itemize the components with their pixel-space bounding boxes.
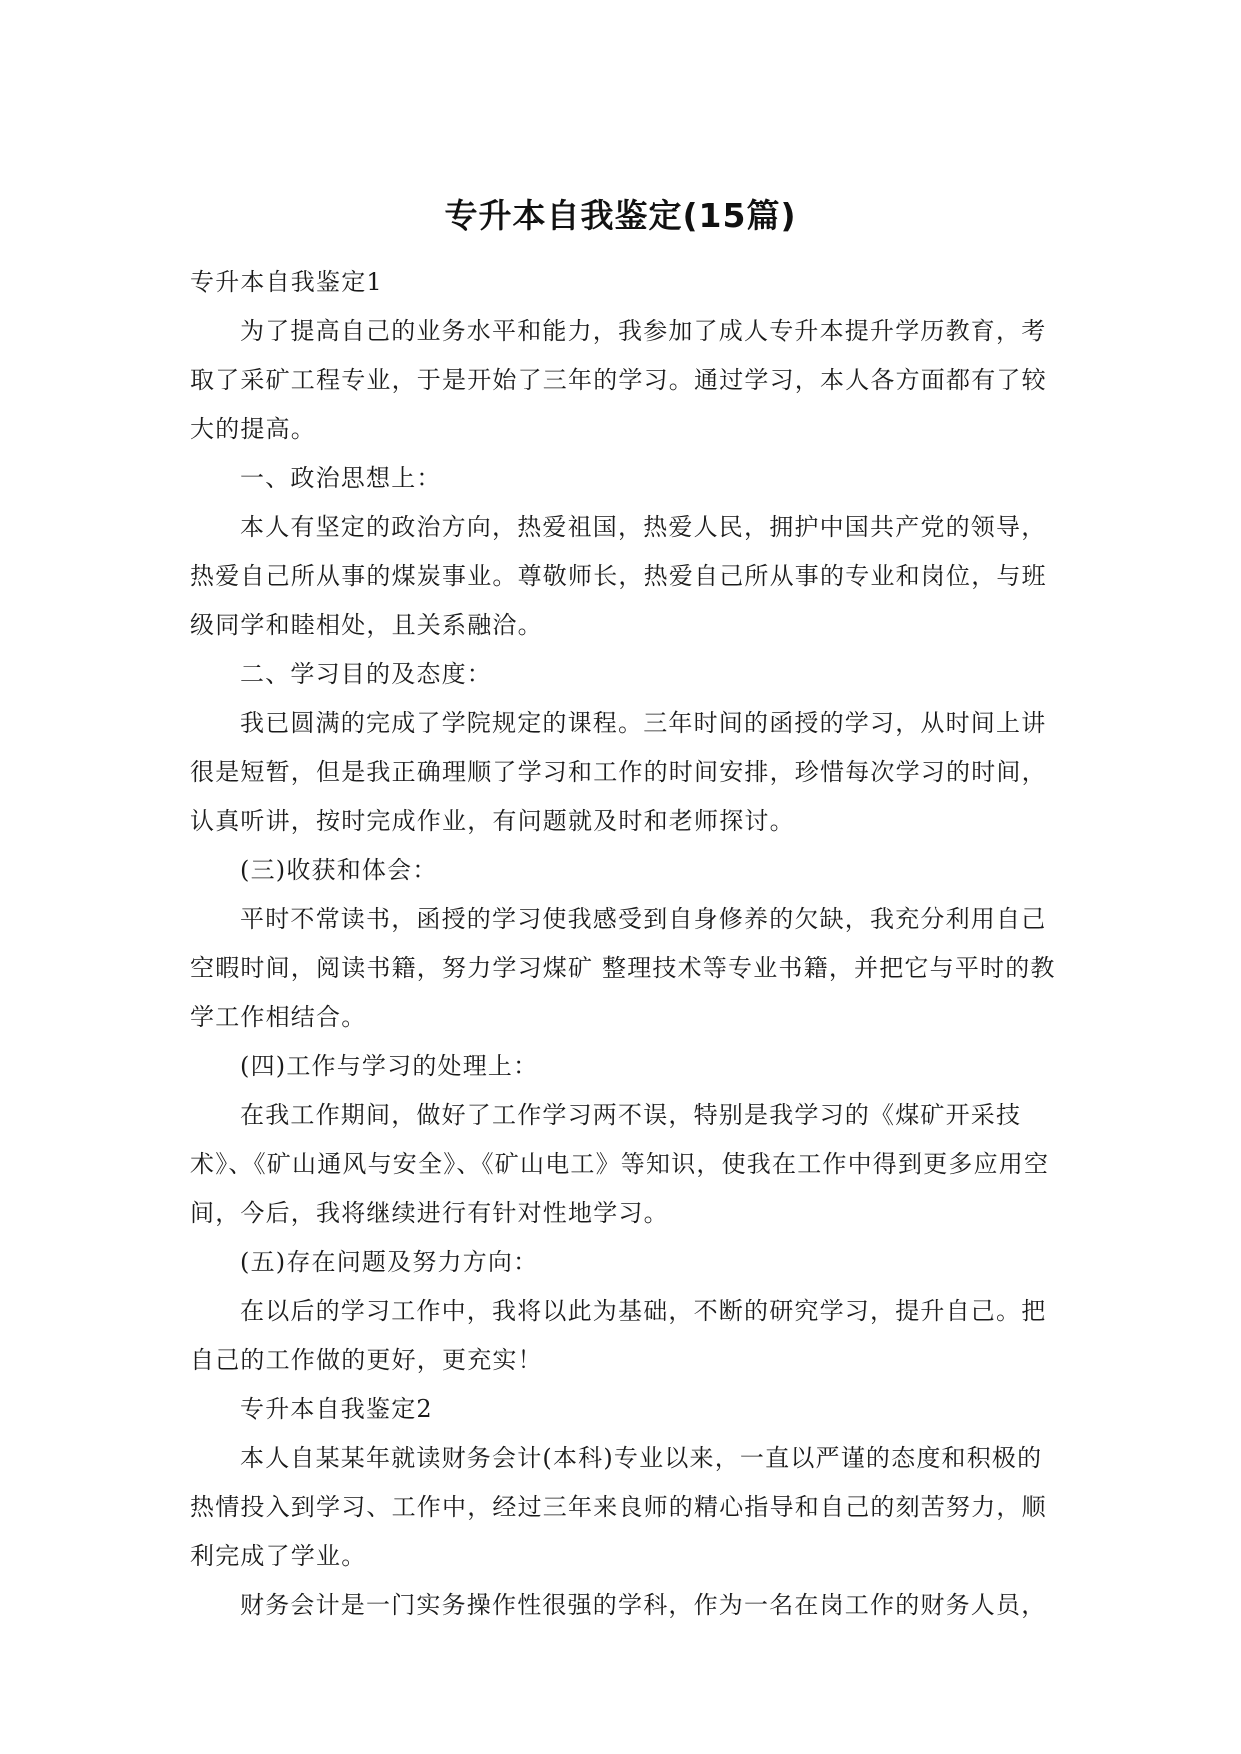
paragraph-line: 一、政治思想上： bbox=[240, 464, 442, 492]
paragraph-line: (三)收获和体会： bbox=[240, 856, 438, 884]
paragraph-line: 术》、《矿山通风与安全》、《矿山电工》等知识，使我在工作中得到更多应用空 bbox=[190, 1150, 1050, 1178]
paragraph-line: 本人有坚定的政治方向，热爱祖国，热爱人民，拥护中国共产党的领导， bbox=[240, 513, 1047, 541]
paragraph-line: 为了提高自己的业务水平和能力，我参加了成人专升本提升学历教育，考 bbox=[240, 317, 1047, 345]
paragraph-line: 认真听讲，按时完成作业，有问题就及时和老师探讨。 bbox=[190, 807, 795, 835]
paragraph-line: 财务会计是一门实务操作性很强的学科，作为一名在岗工作的财务人员， bbox=[240, 1591, 1047, 1619]
paragraph-line: 大的提高。 bbox=[190, 415, 316, 443]
paragraph-line: 很是短暂，但是我正确理顺了学习和工作的时间安排，珍惜每次学习的时间， bbox=[190, 758, 1047, 786]
paragraph-line: 间，今后，我将继续进行有针对性地学习。 bbox=[190, 1199, 669, 1227]
paragraph-line: 平时不常读书，函授的学习使我感受到自身修养的欠缺，我充分利用自己 bbox=[240, 905, 1047, 933]
paragraph-line: 热情投入到学习、工作中，经过三年来良师的精心指导和自己的刻苦努力，顺 bbox=[190, 1493, 1047, 1521]
paragraph-line: 级同学和睦相处，且关系融洽。 bbox=[190, 611, 543, 639]
paragraph-line: 本人自某某年就读财务会计(本科)专业以来，一直以严谨的态度和积极的 bbox=[240, 1444, 1043, 1472]
paragraph-line: 空暇时间，阅读书籍，努力学习煤矿 整理技术等专业书籍，并把它与平时的教 bbox=[190, 954, 1056, 982]
paragraph-line: (五)存在问题及努力方向： bbox=[240, 1248, 539, 1276]
paragraph-line: 热爱自己所从事的煤炭事业。尊敬师长，热爱自己所从事的专业和岗位，与班 bbox=[190, 562, 1047, 590]
paragraph-line: 在以后的学习工作中，我将以此为基础，不断的研究学习，提升自己。把 bbox=[240, 1297, 1047, 1325]
paragraph-line: 取了采矿工程专业，于是开始了三年的学习。通过学习，本人各方面都有了较 bbox=[190, 366, 1047, 394]
document-body bbox=[190, 258, 1056, 1630]
paragraph-line: 我已圆满的完成了学院规定的课程。三年时间的函授的学习，从时间上讲 bbox=[240, 709, 1047, 737]
paragraph-line: 专升本自我鉴定1 bbox=[190, 268, 383, 296]
paragraph-line: 利完成了学业。 bbox=[190, 1542, 367, 1570]
paragraph-line: 自己的工作做的更好，更充实！ bbox=[190, 1346, 543, 1374]
paragraph-line: 学工作相结合。 bbox=[190, 1003, 367, 1031]
document-title: 专升本自我鉴定(15篇) bbox=[444, 196, 797, 235]
paragraph-line: 二、学习目的及态度： bbox=[240, 660, 492, 688]
paragraph-line: (四)工作与学习的处理上： bbox=[240, 1052, 539, 1080]
paragraph-line: 在我工作期间，做好了工作学习两不误，特别是我学习的《煤矿开采技 bbox=[240, 1101, 1022, 1129]
paragraph-line: 专升本自我鉴定2 bbox=[240, 1395, 433, 1423]
